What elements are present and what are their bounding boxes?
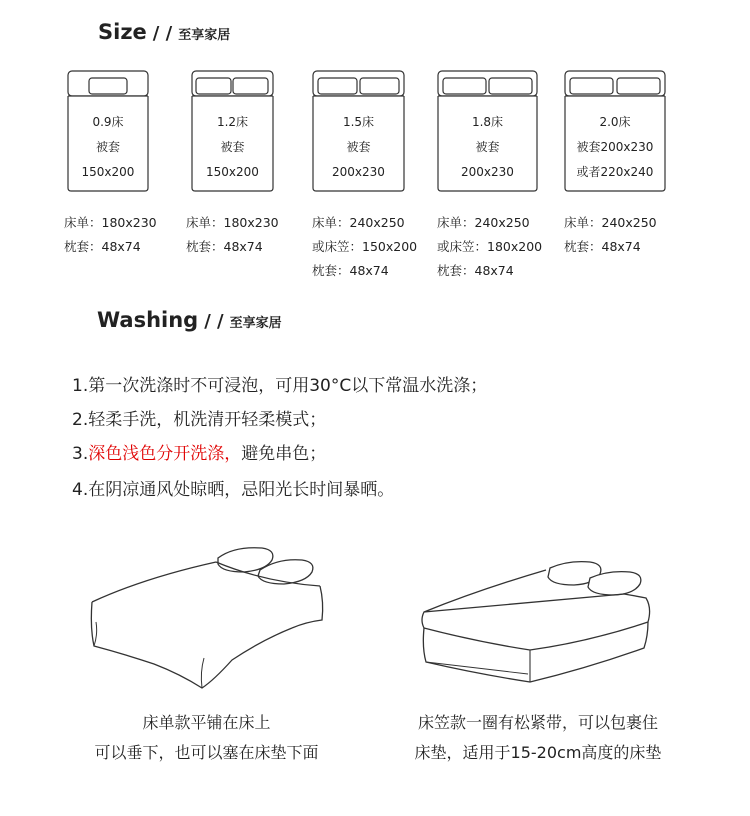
- spec-list-4: [564, 211, 657, 259]
- washing-slashes: / /: [204, 311, 224, 332]
- bed-diagram-2: [312, 70, 414, 192]
- spec-list-1: [186, 211, 279, 259]
- bed-duvet: 150x200: [81, 165, 135, 179]
- spec-line: 床单：180x230: [64, 215, 157, 230]
- size-title: Size: [98, 20, 147, 44]
- bed-duvet: 200x230: [332, 165, 385, 179]
- washing-subtitle: 至享家居: [229, 316, 282, 331]
- spec-list-0: [64, 211, 157, 259]
- spec-line: 床单：240x250: [312, 215, 405, 230]
- spec-line: 床单：240x250: [437, 215, 530, 230]
- washing-line-1: 1.第一次洗涤时不可浸泡，可用30°C以下常温水洗涤；: [72, 376, 488, 396]
- fitted-sheet-caption: [398, 708, 678, 768]
- bed-diagram-0: [67, 70, 169, 192]
- spec-line: 枕套：48x74: [564, 239, 641, 254]
- caption-line: 可以垂下，也可以塞在床垫下面: [94, 743, 319, 762]
- spec-line: 或床笠：150x200: [312, 239, 418, 254]
- spec-line: 床单：240x250: [564, 215, 657, 230]
- washing-line-3: [72, 439, 326, 464]
- washing-line-3-prefix: 3.: [72, 444, 89, 464]
- bed-size: 1.5床: [342, 115, 375, 129]
- bed-duvet-label: 被套: [220, 140, 245, 154]
- spec-line: 床单：180x230: [186, 215, 279, 230]
- bed-size: 2.0床: [599, 115, 631, 129]
- washing-line-3-highlight: 深色浅色分开洗涤，: [88, 444, 242, 464]
- washing-line-2: 2.轻柔手洗，机洗清开轻柔模式；: [72, 410, 327, 430]
- bed-diagram-1: [191, 70, 293, 192]
- spec-line: 枕套：48x74: [312, 263, 389, 278]
- bed-diagram-4: [564, 70, 666, 192]
- bed-size: 1.8床: [471, 115, 504, 129]
- flat-sheet-illustration: [84, 542, 334, 694]
- size-heading: [98, 20, 230, 44]
- size-subtitle: 至享家居: [178, 28, 231, 43]
- washing-line-3-rest: 避免串色；: [241, 444, 327, 464]
- bed-diagram-3: [437, 70, 539, 192]
- bed-duvet-label: 被套: [475, 140, 500, 154]
- bed-duvet: 150x200: [206, 165, 259, 179]
- size-slashes: / /: [152, 23, 173, 44]
- spec-line: 枕套：48x74: [186, 239, 263, 254]
- caption-line: 床垫，适用于15-20cm高度的床垫: [414, 743, 662, 762]
- spec-list-2: [312, 211, 417, 283]
- washing-line-4: 4.在阴凉通风处晾晒，忌阳光长时间暴晒。: [72, 480, 395, 500]
- spec-list-3: [437, 211, 542, 283]
- fitted-sheet-illustration: [418, 558, 658, 688]
- bed-size: 0.9床: [92, 115, 124, 129]
- bed-duvet-label: 被套: [95, 140, 120, 154]
- washing-title: Washing: [97, 308, 199, 332]
- bed-size: 1.2床: [216, 115, 249, 129]
- bed-duvet-label: 被套: [346, 140, 371, 154]
- spec-line: 枕套：48x74: [437, 263, 514, 278]
- spec-line: 枕套：48x74: [64, 239, 141, 254]
- spec-line: 或床笠：180x200: [437, 239, 543, 254]
- flat-sheet-caption: [84, 708, 329, 768]
- bed-duvet: 200x230: [461, 165, 514, 179]
- washing-heading: [97, 308, 282, 332]
- caption-line: 床笠款一圈有松紧带，可以包裹住: [417, 713, 658, 732]
- bed-duvet-label: 被套200x230: [576, 140, 654, 154]
- bed-duvet: 或者220x240: [576, 165, 654, 179]
- caption-line: 床单款平铺在床上: [142, 713, 271, 732]
